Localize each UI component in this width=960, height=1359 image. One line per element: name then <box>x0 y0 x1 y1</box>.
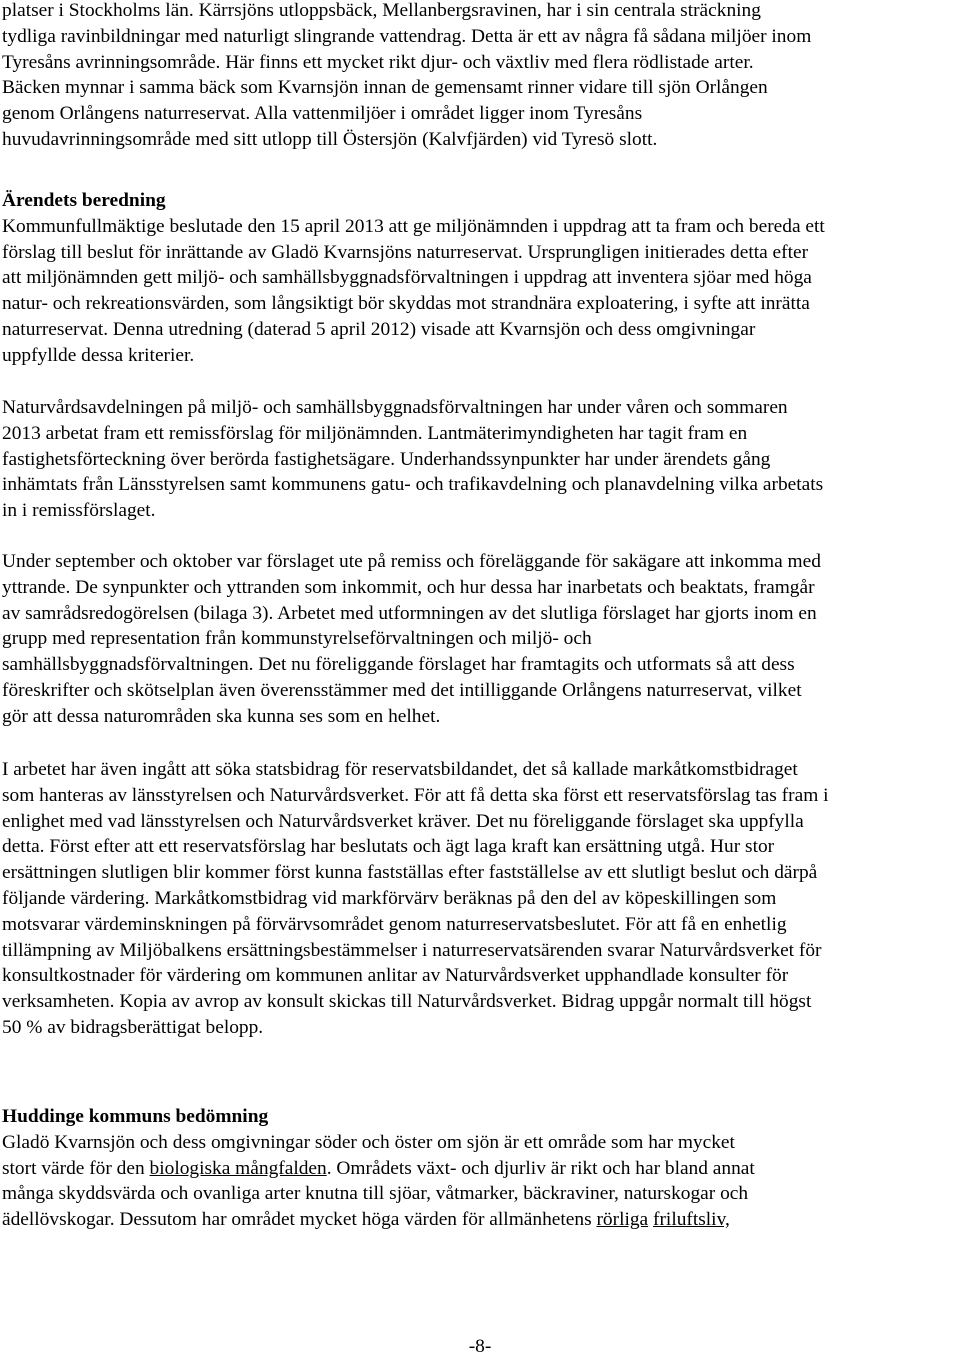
intro-line: tydliga ravinbildningar med naturligt slingrande vattendrag. Detta är ett av några få sådana miljöer inom <box>2 25 812 47</box>
paragraph-line: samhällsbyggnadsförvaltningen. Det nu föreliggande förslaget har framtagits och utformats så att dess <box>2 654 795 676</box>
text-span: stort värde för den <box>2 1157 150 1179</box>
paragraph-line: Gladö Kvarnsjön och dess omgivningar söder och öster om sjön är ett område som har mycket <box>2 1131 735 1153</box>
intro-line: Bäcken mynnar i samma bäck som Kvarnsjön innan de gemensamt rinner vidare till sjön Orlången <box>2 77 768 99</box>
paragraph-line: förslag till beslut för inrättande av Gladö Kvarnsjöns naturreservat. Ursprungligen initierades detta efter <box>2 241 809 263</box>
paragraph-line: naturreservat. Denna utredning (daterad 5 april 2012) visade att Kvarnsjön och dess omgivningar <box>2 318 756 340</box>
paragraph-line: natur- och rekreationsvärden, som långsiktigt bör skyddas mot strandnära exploatering, i syfte att inrätta <box>2 293 810 315</box>
paragraph-line: Naturvårdsavdelningen på miljö- och samhällsbyggnadsförvaltningen har under våren och sommaren <box>2 397 788 418</box>
paragraph-line: I arbetet har även ingått att söka statsbidrag för reservatsbildandet, det så kallade markåtkomstbidraget <box>2 759 798 780</box>
page-number: -8- <box>468 1336 492 1357</box>
paragraph-line: in i remissförslaget. <box>2 500 156 522</box>
paragraph-line: detta. Först efter att ett reservatsförslag har beslutats och ägt laga kraft kan ersättning utgå. Hur stor <box>2 836 775 858</box>
paragraph-naturvardsavdelningen <box>2 395 956 524</box>
paragraph-line: många skyddsvärda och ovanliga arter knutna till sjöar, våtmarker, bäckraviner, naturskogar och <box>2 1183 749 1205</box>
paragraph-line: Kommunfullmäktige beslutade den 15 april 2013 att ge miljönämnden i uppdrag att ta fram och bereda ett <box>2 215 825 237</box>
paragraph-line <box>2 1156 956 1182</box>
paragraph-line: 2013 arbetat fram ett remissförslag för miljönämnden. Lantmäterimyndigheten har tagit fram en <box>2 422 748 444</box>
intro-line: Tyresåns avrinningsområde. Här finns ett mycket rikt djur- och växtliv med flera rödlistade arter. <box>2 51 754 73</box>
text-span: . Områdets växt- och djurliv är rikt och har bland annat <box>326 1157 755 1179</box>
paragraph-line: av samrådsredogörelsen (bilaga 3). Arbetet med utformningen av det slutliga förslaget har gjorts inom en <box>2 602 817 624</box>
paragraph-line: yttrande. De synpunkter och yttranden som inkommit, och hur dessa har inarbetats och beaktats, framgår <box>2 576 815 598</box>
paragraph-line: ersättningen slutligen blir kommer först kunna fastställas efter fastställelse av ett slutligt beslut och därpå <box>2 862 818 884</box>
intro-line: huvudavrinningsområde med sitt utlopp till Östersjön (Kalvfjärden) vid Tyresö slott. <box>2 128 658 150</box>
paragraph-line: verksamheten. Kopia av avrop av konsult skickas till Naturvårdsverket. Bidrag uppgår normalt till högst <box>2 991 812 1013</box>
paragraph-line: grupp med representation från kommunstyrelseförvaltningen och miljö- och <box>2 628 592 650</box>
biologiska-mangfalden-link[interactable]: biologiska mångfalden <box>149 1157 327 1179</box>
paragraph-line: gör att dessa naturområden ska kunna ses som en helhet. <box>2 705 441 727</box>
section-heading: Ärendets beredning <box>2 190 166 211</box>
intro-paragraph <box>2 0 956 153</box>
paragraph-line: motsvarar värdeminskningen på förvärvsområdet genom naturreservatsbeslutet. För att få en enhetlig <box>2 913 787 935</box>
section-huddinge-bedomning <box>2 1104 956 1233</box>
intro-line: genom Orlångens naturreservat. Alla vattenmiljöer i området ligger inom Tyresåns <box>2 103 643 125</box>
paragraph-line: uppfyllde dessa kriterier. <box>2 344 195 366</box>
paragraph-remiss <box>2 549 956 730</box>
paragraph-line: tillämpning av Miljöbalkens ersättningsbestämmelser i naturreservatsärenden svarar Naturvårdsverket för <box>2 939 822 961</box>
friluftsliv-link[interactable]: friluftsliv, <box>653 1209 730 1231</box>
paragraph-line <box>2 1207 956 1233</box>
paragraph-line: fastighetsförteckning över berörda fastighetsägare. Underhandssynpunkter har under ärendets gång <box>2 448 771 470</box>
paragraph-line: som hanteras av länsstyrelsen och Naturvårdsverket. För att få detta ska först ett reservatsförslag tas fram i <box>2 784 829 806</box>
paragraph-line: konsultkostnader för värdering om kommunen anlitar av Naturvårdsverket upphandlade konsulter för <box>2 965 789 987</box>
intro-line: platser i Stockholms län. Kärrsjöns utloppsbäck, Mellanbergsravinen, har i sin centrala sträckning <box>2 0 761 21</box>
text-span: ädellövskogar. Dessutom har området mycket höga värden för allmänhetens <box>2 1209 597 1231</box>
rorliga-link[interactable]: rörliga <box>596 1209 649 1231</box>
section-heading: Huddinge kommuns bedömning <box>2 1106 269 1127</box>
paragraph-line: inhämtats från Länsstyrelsen samt kommunens gatu- och trafikavdelning och planavdelning vilka arbetats <box>2 474 824 496</box>
paragraph-line: att miljönämnden gett miljö- och samhällsbyggnadsförvaltningen i uppdrag att inventera sjöar med höga <box>2 267 812 289</box>
paragraph-line: föreskrifter och skötselplan även överensstämmer med det intilliggande Orlångens naturreservat, vilket <box>2 679 802 701</box>
paragraph-line: Under september och oktober var förslaget ute på remiss och föreläggande för sakägare att inkomma med <box>2 551 821 572</box>
paragraph-line: 50 % av bidragsberättigat belopp. <box>2 1016 264 1038</box>
paragraph-statsbidrag <box>2 757 956 1041</box>
section-arendets-beredning <box>2 188 956 369</box>
paragraph-line: enlighet med vad länsstyrelsen och Naturvårdsverket kräver. Det nu föreliggande förslaget ska uppfylla <box>2 810 804 832</box>
paragraph-line: följande värdering. Markåtkomstbidrag vid markförvärv beräknas på den del av köpeskillingen som <box>2 887 777 909</box>
